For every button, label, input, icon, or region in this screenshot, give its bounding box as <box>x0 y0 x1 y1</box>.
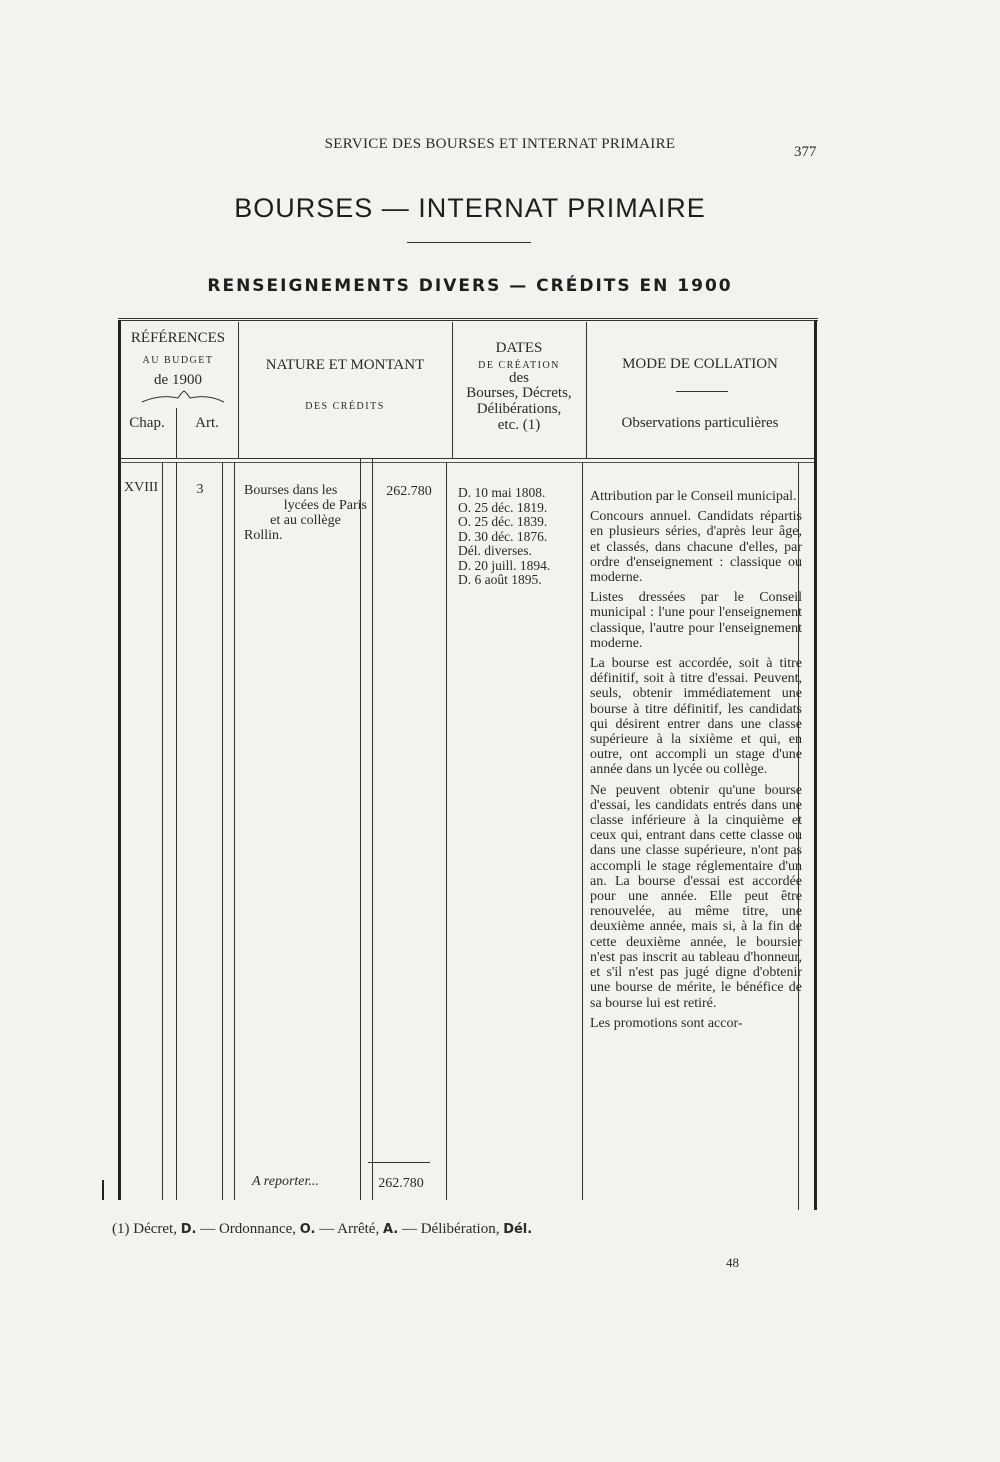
footnote <box>112 1221 532 1238</box>
col-sep-chap <box>162 462 163 1200</box>
table-top-border <box>118 318 818 322</box>
header-de-creation: DE CRÉATION <box>478 360 560 371</box>
header-au-budget: AU BUDGET <box>142 355 214 366</box>
footnote-abbr-a: A. <box>382 1222 399 1237</box>
col-sep-dates <box>586 322 587 458</box>
col-sep-refs <box>238 322 239 458</box>
footnote-prefix: (1) Décret, <box>112 1221 177 1237</box>
col-sep-amount <box>360 458 361 1200</box>
observation-paragraph: Les promotions sont accor- <box>590 1015 743 1031</box>
header-observations: Observations particulières <box>621 415 779 431</box>
page-number: 377 <box>794 144 817 160</box>
nature-line: lycées de Paris <box>283 498 367 513</box>
signature-mark: 48 <box>726 1255 739 1270</box>
col-sep-art <box>176 462 177 1200</box>
header-bourses-decrets: Bourses, Décrets, <box>466 385 572 401</box>
nature-line: Rollin. <box>244 528 283 543</box>
header-mode-rule <box>676 391 728 392</box>
running-head: SERVICE DES BOURSES ET INTERNAT PRIMAIRE <box>324 136 676 152</box>
col-sep-dates-right <box>582 462 583 1200</box>
date-entry: D. 20 juill. 1894. <box>458 557 551 573</box>
cell-dates <box>458 486 582 588</box>
header-references: RÉFÉRENCES <box>130 330 226 346</box>
date-entry: Dél. diverses. <box>458 543 532 558</box>
header-chap: Chap. <box>129 415 165 431</box>
header-dates: DATES <box>495 340 543 356</box>
table-left-stub <box>102 1180 104 1200</box>
col-sep-nature-left <box>234 462 235 1200</box>
date-entry: D. 30 déc. 1876. <box>458 528 548 544</box>
header-art: Art. <box>195 415 219 431</box>
header-mode: MODE DE COLLATION <box>622 356 778 372</box>
header-des: des <box>509 370 529 386</box>
page-title: BOURSES — INTERNAT PRIMAIRE <box>234 193 706 223</box>
cell-art: 3 <box>196 482 204 497</box>
header-nature: NATURE ET MONTANT <box>265 357 425 373</box>
cell-nature <box>244 483 367 543</box>
observation-paragraph: Ne peuvent obtenir qu'une bourse d'essai, les candidats entrés dans une classe inférieure à la cinquième et ceux qui, entrant dans cette classe ou dans une classe supérieure, n'ont pas accompli le stage réglementaire d'un an. La bourse d'essai est accordée pour une année. Elle peut être renouvelée, au même titre, une deuxième année, mais si, à la fin de cette deuxième année, le boursier n'est pas inscrit au tableau d'honneur, et s'il n'est pas jugé digne d'obtenir une bourse de mérite, le bénéfice de sa bourse lui est retiré. <box>590 782 802 1011</box>
footnote-abbr-o: O. <box>299 1222 316 1237</box>
cell-observations <box>590 489 802 1036</box>
observation-paragraph: Concours annuel. Candidats répartis en plusieurs séries, d'après leur âge, et classés, dans chacune d'elles, par ordre d'enseignement : classique ou moderne. <box>590 509 802 586</box>
header-etc: etc. (1) <box>497 417 541 433</box>
cell-chap: XVIII <box>124 480 159 495</box>
footnote-abbr-d: D. <box>180 1222 197 1237</box>
observation-paragraph: Attribution par le Conseil municipal. <box>590 489 797 504</box>
header-rule-2 <box>120 462 814 463</box>
nature-line: Bourses dans les <box>244 483 338 498</box>
table-left-border <box>118 320 121 1200</box>
observation-paragraph: Listes dressées par le Conseil municipal : l'une pour l'enseignement classique, l'autre pour l'enseignement moderne. <box>590 590 802 651</box>
cell-montant: 262.780 <box>386 484 432 499</box>
footnote-arrete: — Arrêté, <box>319 1221 380 1237</box>
header-deliberations: Délibérations, <box>476 401 562 417</box>
footnote-deliberation: — Délibération, <box>401 1221 500 1237</box>
col-sep-nature-right <box>446 462 447 1200</box>
footnote-ordonnance: — Ordonnance, <box>200 1221 297 1237</box>
subtotal-rule <box>368 1162 430 1163</box>
date-entry: O. 25 déc. 1819. <box>458 499 548 515</box>
date-entry: D. 10 mai 1808. <box>458 485 546 500</box>
page-subtitle: RENSEIGNEMENTS DIVERS — CRÉDITS EN 1900 <box>207 276 733 296</box>
date-entry: D. 6 août 1895. <box>458 572 542 587</box>
header-rule <box>120 458 814 459</box>
col-sep-amount-2 <box>372 458 373 1200</box>
col-sep-art-right <box>222 462 223 1200</box>
nature-line: et au collège <box>270 513 341 528</box>
carry-label: A reporter... <box>252 1174 319 1189</box>
title-rule <box>407 242 531 243</box>
header-de-1900: de 1900 <box>154 372 202 388</box>
table-right-border <box>814 320 817 1210</box>
observation-paragraph: La bourse est accordée, soit à titre définitif, soit à titre d'essai. Peuvent, seuls, obtenir immédiatement une bourse à titre définitif, les candidats qui désirent entrer dans une classe supérieure à la sixième et qui, en outre, ont accompli un stage d'une année dans un lycée ou collège. <box>590 656 802 778</box>
carry-amount: 262.780 <box>378 1176 424 1191</box>
header-des-credits: DES CRÉDITS <box>305 401 385 412</box>
brace-icon <box>140 390 226 406</box>
footnote-abbr-del: Dél. <box>503 1222 533 1237</box>
date-entry: O. 25 déc. 1839. <box>458 514 548 529</box>
